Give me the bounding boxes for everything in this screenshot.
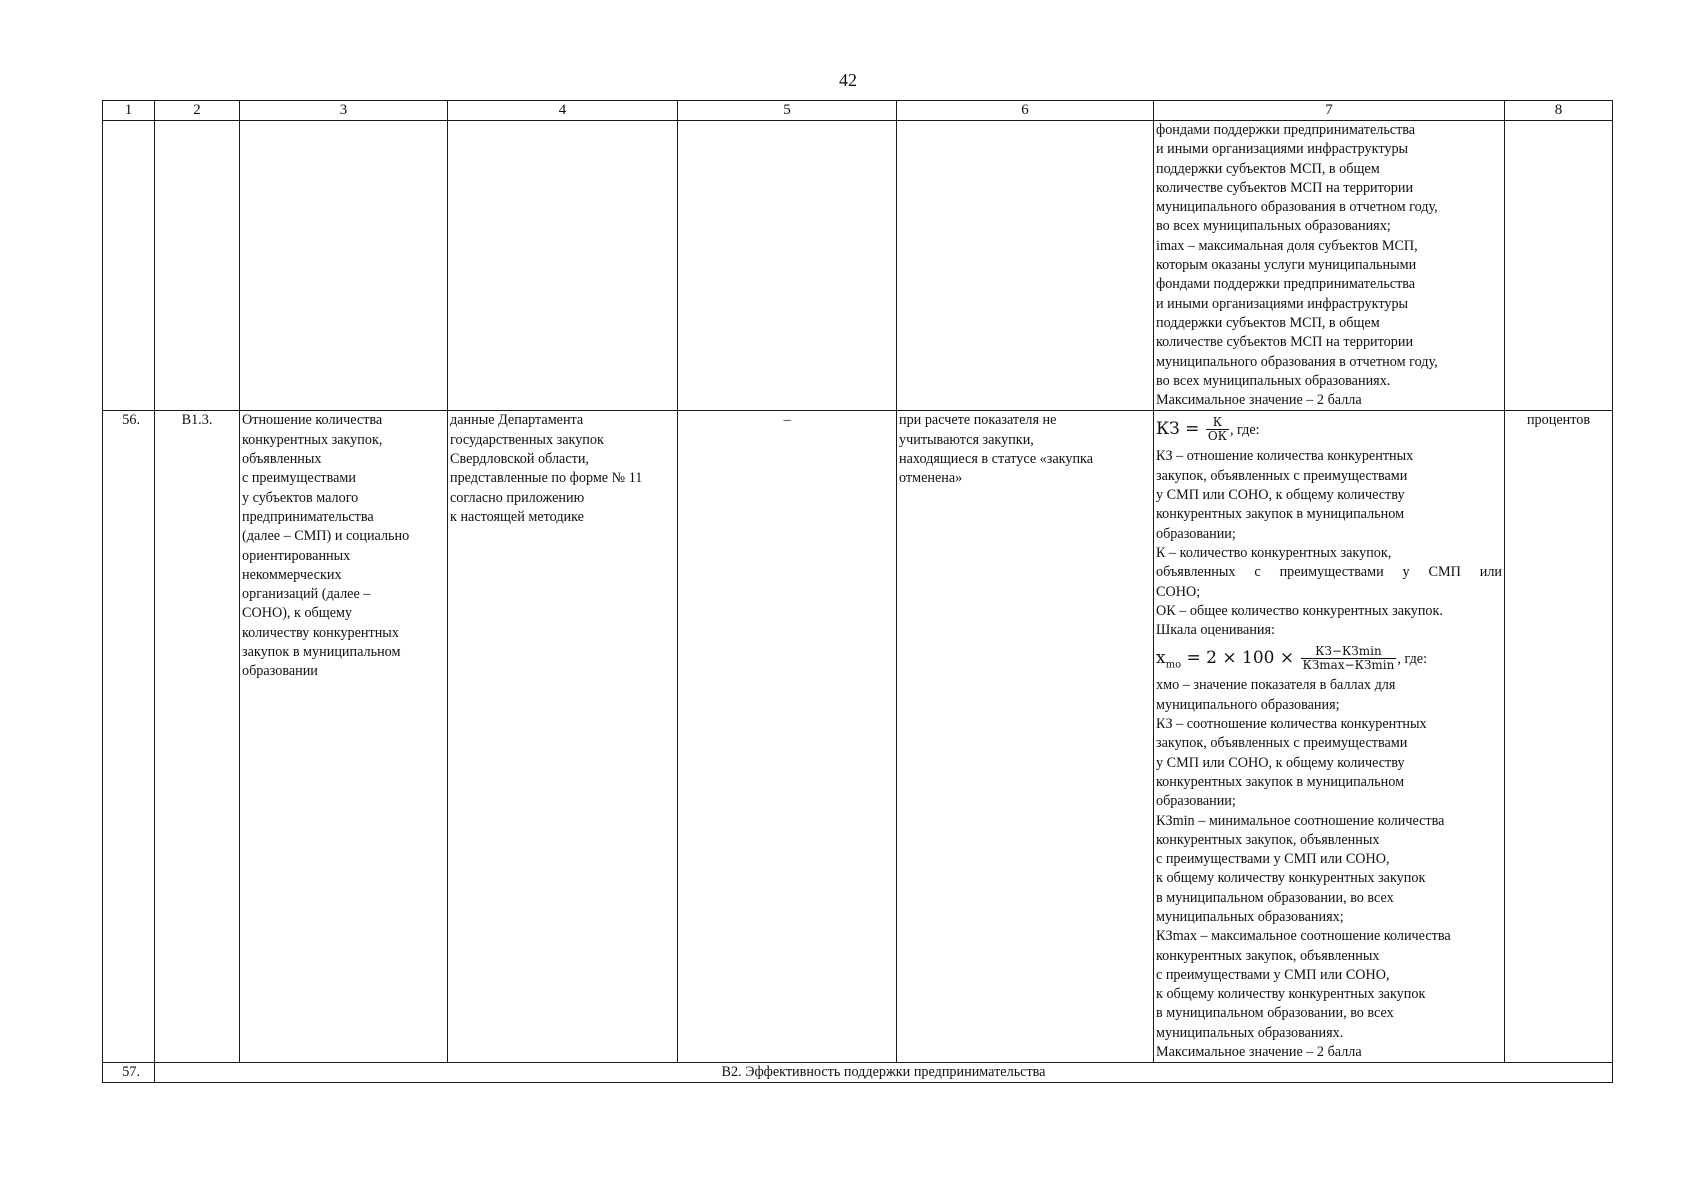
text-line: КЗ – соотношение количества конкурентных <box>1156 716 1427 733</box>
text-line: объявленных <box>242 451 322 468</box>
cell-calculation-continued <box>1154 121 1505 411</box>
text-line: Максимальное значение – 2 балла <box>1156 1044 1362 1061</box>
text-line: КЗmax – максимальное соотношение количества <box>1156 928 1451 945</box>
text-line: фондами поддержки предпринимательства <box>1156 276 1416 293</box>
text-line: фондами поддержки предпринимательства <box>1156 122 1416 138</box>
indicator-code: В1.3. <box>155 411 240 1063</box>
text-line: представленные по форме № 11 <box>450 470 643 487</box>
cell-dash: – <box>678 411 897 1063</box>
text-line: КЗmin – минимальное соотношение количества <box>1156 812 1445 829</box>
formula-xmo <box>1156 640 1502 676</box>
text-line: и иными организациями инфраструктуры <box>1156 295 1409 312</box>
text-line: государственных закупок <box>450 431 604 448</box>
table-row-57 <box>103 1063 1613 1083</box>
data-source <box>448 411 678 1063</box>
text-line: муниципальных образованиях. <box>1156 1024 1344 1041</box>
definitions-a <box>1156 447 1502 563</box>
definitions-b <box>1156 583 1502 641</box>
text-line: и иными организациями инфраструктуры <box>1156 141 1409 158</box>
text-line: с преимуществами у СМП или СОНО, <box>1156 851 1390 868</box>
formula-lhs: x <box>1156 648 1166 669</box>
text-line: при расчете показателя не <box>899 412 1057 429</box>
column-header: 5 <box>678 101 897 121</box>
cell-empty <box>155 121 240 411</box>
definitions-c <box>1156 676 1502 1062</box>
text-line: закупок, объявленных с преимуществами <box>1156 735 1408 752</box>
text-line: учитываются закупки, <box>899 431 1034 448</box>
text-line: муниципальных образованиях; <box>1156 908 1344 925</box>
text-line: ОК – общее количество конкурентных закупок. <box>1156 602 1443 619</box>
fraction-denominator: ОК <box>1207 429 1227 444</box>
indicator-name <box>240 411 448 1063</box>
text-line: К – количество конкурентных закупок, <box>1156 544 1392 561</box>
column-header: 8 <box>1505 101 1613 121</box>
formula-tail: , где: <box>1229 422 1260 439</box>
text-line: конкурентных закупок, объявленных <box>1156 831 1380 848</box>
text-line: (далее – СМП) и социально <box>242 528 410 545</box>
text-line: муниципального образования; <box>1156 696 1340 713</box>
fraction-numerator: КЗ−КЗmin <box>1301 645 1397 659</box>
text-line: в муниципальном образовании, во всех <box>1156 1005 1394 1022</box>
text-line: конкурентных закупок, <box>242 431 383 448</box>
formula-lhs-sub: mo <box>1165 659 1182 671</box>
text-line: у СМП или СОНО, к общему количеству <box>1156 487 1405 504</box>
text-line: образовании; <box>1156 793 1236 810</box>
indicator-table <box>102 100 1613 1083</box>
text-line: муниципального образования в отчетном году, <box>1156 353 1438 370</box>
text-line: СОНО), к общему <box>242 605 353 622</box>
text-line: xмо – значение показателя в баллах для <box>1156 677 1396 694</box>
section-title: В2. Эффективность поддержки предпринимательства <box>155 1063 1613 1083</box>
text-line: КЗ – отношение количества конкурентных <box>1156 448 1414 465</box>
calculation-note <box>897 411 1154 1063</box>
text-line: конкурентных закупок в муниципальном <box>1156 773 1405 790</box>
cell-empty <box>678 121 897 411</box>
text-line: Максимальное значение – 2 балла <box>1156 392 1362 409</box>
text-line: к общему количеству конкурентных закупок <box>1156 986 1426 1003</box>
fraction-denominator: КЗmax−КЗmin <box>1302 658 1395 673</box>
text-line: конкурентных закупок в муниципальном <box>1156 506 1405 523</box>
text-line: СОНО; <box>1156 583 1201 600</box>
text-line: количеству конкурентных <box>242 624 399 641</box>
justified-line: объявленных с преимуществами у СМП или <box>1156 564 1502 581</box>
text-line: к общему количеству конкурентных закупок <box>1156 870 1426 887</box>
text-line: муниципального образования в отчетном году, <box>1156 199 1438 216</box>
text-line: которым оказаны услуги муниципальными <box>1156 257 1417 274</box>
formula-kz <box>1156 411 1502 447</box>
text-line: отменена» <box>899 470 963 487</box>
text-line: с преимуществами <box>242 470 356 487</box>
calculation-method <box>1154 411 1505 1063</box>
text-line: у субъектов малого <box>242 489 359 506</box>
page-number: 42 <box>839 70 857 90</box>
fraction <box>1206 416 1229 443</box>
text-line: поддержки субъектов МСП, в общем <box>1156 314 1380 331</box>
column-header: 6 <box>897 101 1154 121</box>
text-line: закупок, объявленных с преимуществами <box>1156 467 1408 484</box>
cell-empty <box>897 121 1154 411</box>
text-line: ориентированных <box>242 547 351 564</box>
text-line: находящиеся в статусе «закупка <box>899 451 1094 468</box>
table-header-row <box>103 101 1613 121</box>
text-line: конкурентных закупок, объявленных <box>1156 947 1380 964</box>
cell-empty <box>1505 121 1613 411</box>
text-line: образовании <box>242 663 318 680</box>
column-header: 2 <box>155 101 240 121</box>
text-line: согласно приложению <box>450 489 585 506</box>
row-number: 56. <box>103 411 155 1063</box>
text-line: данные Департамента <box>450 412 584 429</box>
formula-lhs: КЗ = <box>1156 419 1200 440</box>
formula-tail: , где: <box>1397 651 1428 668</box>
text-line: Свердловской области, <box>450 451 589 468</box>
cell-empty <box>240 121 448 411</box>
text-line: у СМП или СОНО, к общему количеству <box>1156 754 1405 771</box>
cell-empty <box>448 121 678 411</box>
formula-mid: = 2 × 100 × <box>1181 648 1300 669</box>
row-number: 57. <box>103 1063 155 1083</box>
column-header: 7 <box>1154 101 1505 121</box>
text-line: во всех муниципальных образованиях; <box>1156 218 1391 235</box>
column-header: 4 <box>448 101 678 121</box>
table-row-56 <box>103 411 1613 1063</box>
text-line: к настоящей методике <box>450 508 584 525</box>
text-line: количестве субъектов МСП на территории <box>1156 179 1414 196</box>
column-header: 1 <box>103 101 155 121</box>
text-line: некоммерческих <box>242 566 342 583</box>
text-line: Отношение количества <box>242 412 383 429</box>
text-line: Шкала оценивания: <box>1156 622 1275 639</box>
table-row-continuation <box>103 121 1613 411</box>
text-line: предпринимательства <box>242 508 374 525</box>
fraction-numerator: К <box>1206 416 1229 430</box>
text-line: организаций (далее – <box>242 586 371 603</box>
text-line: imax – максимальная доля субъектов МСП, <box>1156 237 1418 254</box>
text-line: поддержки субъектов МСП, в общем <box>1156 160 1380 177</box>
text-line: во всех муниципальных образованиях. <box>1156 372 1391 389</box>
cell-empty <box>103 121 155 411</box>
column-header: 3 <box>240 101 448 121</box>
fraction <box>1301 645 1397 672</box>
text-line: количестве субъектов МСП на территории <box>1156 334 1414 351</box>
text-line: с преимуществами у СМП или СОНО, <box>1156 966 1390 983</box>
unit-of-measure: процентов <box>1505 411 1613 1063</box>
text-line: образовании; <box>1156 525 1236 542</box>
text-line: закупок в муниципальном <box>242 644 401 661</box>
text-line: в муниципальном образовании, во всех <box>1156 889 1394 906</box>
